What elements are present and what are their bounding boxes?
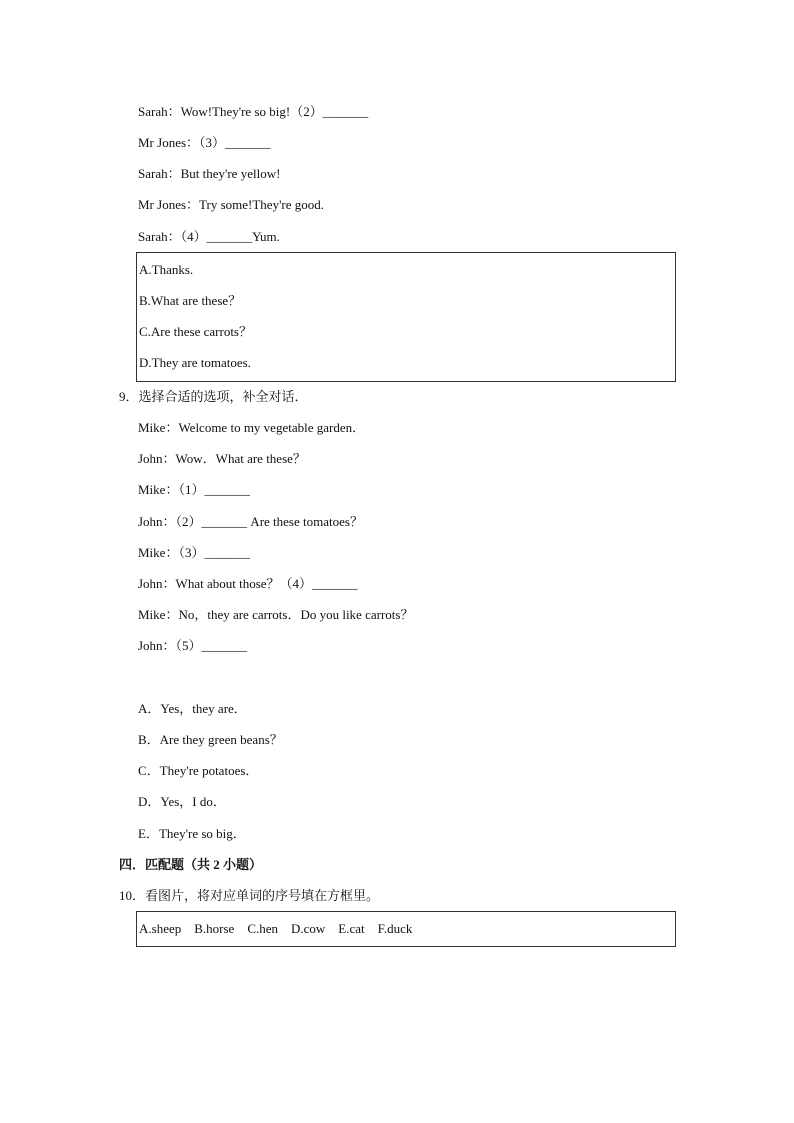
q9-dialogue-line: Mike：（3）_______: [138, 545, 250, 560]
q8-option: A.Thanks.: [139, 262, 194, 277]
q9-option: E．They're so big．: [138, 826, 246, 841]
q9-title: 9．选择合适的选项，补全对话．: [119, 389, 308, 404]
section-heading: 四．匹配题（共 2 小题）: [119, 857, 263, 872]
q9-dialogue-line: Mike：（1）_______: [138, 482, 250, 497]
q10-title: 10．看图片，将对应单词的序号填在方框里。: [119, 888, 380, 903]
q8-dialogue-line: Sarah：Wow!They're so big!（2）_______: [138, 104, 369, 119]
q10-word-list: A.sheep B.horse C.hen D.cow E.cat F.duck: [139, 921, 413, 936]
q9-dialogue-line: John：（2）_______ Are these tomatoes？: [138, 514, 363, 529]
q9-dialogue-line: Mike：Welcome to my vegetable garden．: [138, 420, 366, 435]
q8-dialogue-line: Sarah：But they're yellow!: [138, 166, 281, 181]
q9-option: A．Yes，they are．: [138, 701, 247, 716]
q9-option: D．Yes，I do．: [138, 794, 226, 809]
q8-option: B.What are these？: [139, 293, 242, 308]
q9-dialogue-line: John：Wow．What are these？: [138, 451, 306, 466]
q8-option: D.They are tomatoes.: [139, 355, 251, 370]
q8-dialogue-line: Mr Jones：（3）_______: [138, 135, 271, 150]
q9-dialogue-line: Mike：No，they are carrots．Do you like carrots？: [138, 607, 414, 622]
q9-option: B．Are they green beans？: [138, 732, 283, 747]
q8-dialogue-line: Sarah：（4）_______Yum.: [138, 229, 280, 244]
q9-dialogue-line: John：What about those？（4）_______: [138, 576, 358, 591]
q8-option: C.Are these carrots？: [139, 324, 252, 339]
q9-dialogue-line: John：（5）_______: [138, 638, 248, 653]
q8-dialogue-line: Mr Jones：Try some!They're good.: [138, 197, 325, 212]
q9-option: C．They're potatoes．: [138, 763, 259, 778]
